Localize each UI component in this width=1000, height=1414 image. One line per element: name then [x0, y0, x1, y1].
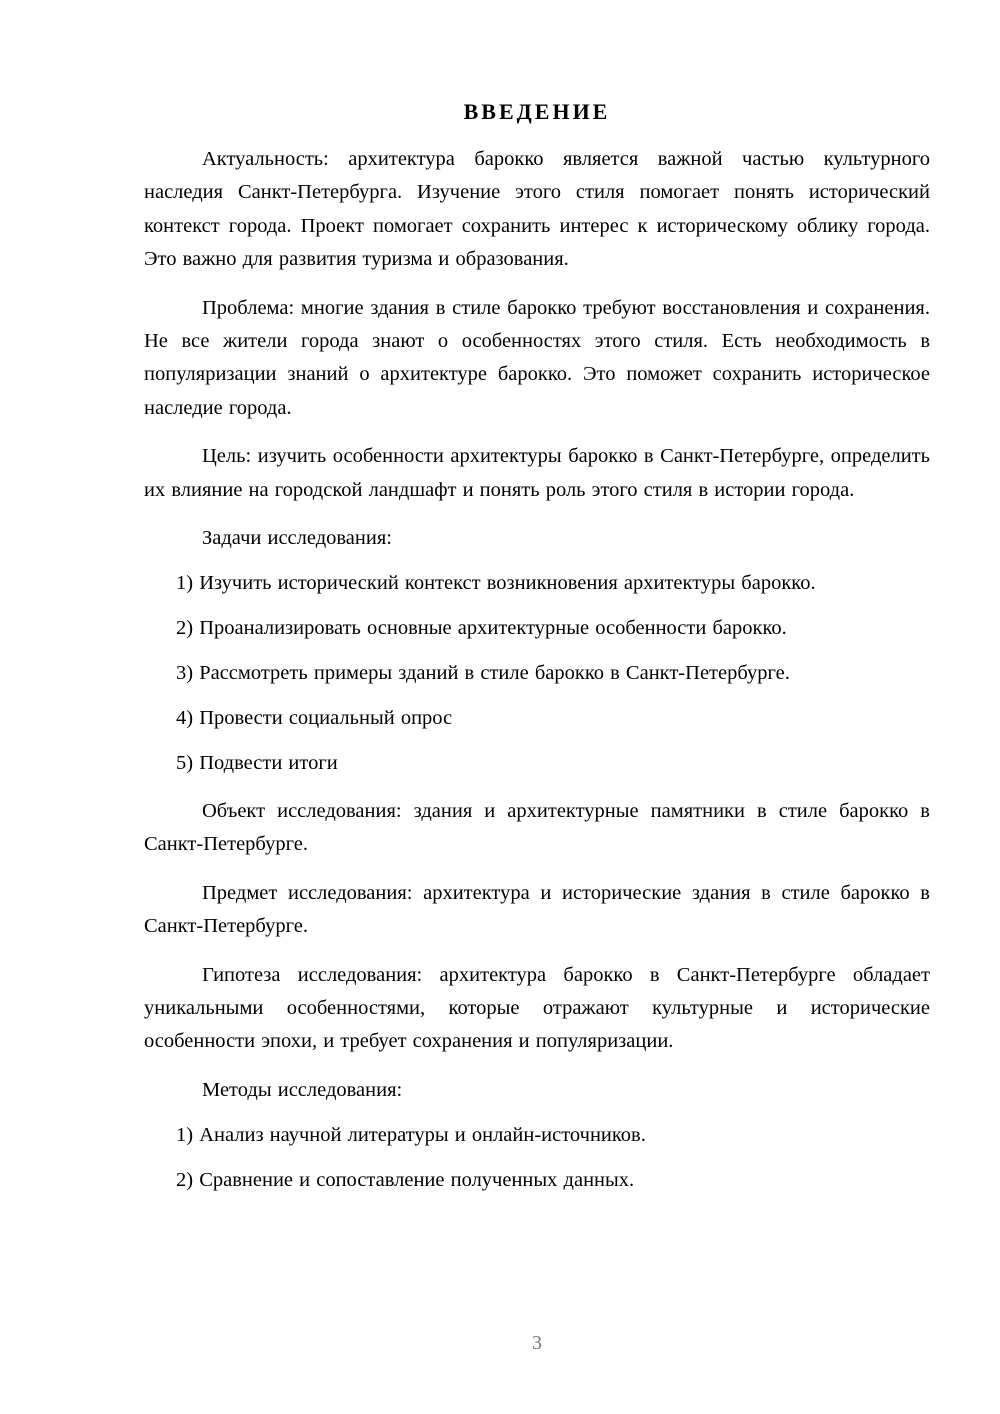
list-item-method-2: 2) Сравнение и сопоставление полученных данных. — [176, 1168, 635, 1191]
page-number: 3 — [532, 1332, 542, 1354]
list-item-task-5: 5) Подвести итоги — [176, 751, 338, 774]
paragraph-tasks-heading: Задачи исследования: — [202, 527, 392, 550]
list-item-method-1: 1) Анализ научной литературы и онлайн-источников. — [176, 1123, 646, 1146]
paragraph-object: Объект исследования: здания и архитектурные памятники в стиле барокко в Санкт-Петербурге. — [144, 800, 930, 856]
list-item-task-2: 2) Проанализировать основные архитектурные особенности барокко. — [176, 616, 787, 639]
paragraph-actuality: Актуальность: архитектура барокко является важной частью культурного наследия Санкт-Петербурга. Изучение этого стиля помогает понять исторический контекст города. Проект помогает сохранить интерес к историческому облику города. Это важно для развития туризма и образования. — [144, 148, 930, 271]
section-title: ВВЕДЕНИЕ — [463, 99, 611, 124]
list-item-task-3: 3) Рассмотреть примеры зданий в стиле барокко в Санкт-Петербурге. — [176, 661, 790, 684]
list-item-task-1: 1) Изучить исторический контекст возникновения архитектуры барокко. — [176, 571, 816, 594]
paragraph-subject: Предмет исследования: архитектура и исторические здания в стиле барокко в Санкт-Петербурге. — [144, 881, 930, 938]
list-item-task-4: 4) Провести социальный опрос — [176, 706, 453, 729]
paragraph-methods-heading: Методы исследования: — [202, 1078, 403, 1101]
paragraph-hypothesis: Гипотеза исследования: архитектура барокко в Санкт-Петербурге обладает уникальными особенностями, которые отражают культурные и исторические особенности эпохи, и требует сохранения и популяризации. — [144, 963, 930, 1053]
paragraph-goal: Цель: изучить особенности архитектуры барокко в Санкт-Петербурге, определить их влияние на городской ландшафт и понять роль этого стиля в истории города. — [144, 445, 930, 501]
document-content — [144, 95, 930, 1209]
paragraph-problem: Проблема: многие здания в стиле барокко требуют восстановления и сохранения. Не все жители города знают о особенностях этого стиля. Есть необходимость в популяризации знаний о архитектуре барокко. Это поможет сохранить историческое наследие города. — [144, 296, 930, 419]
